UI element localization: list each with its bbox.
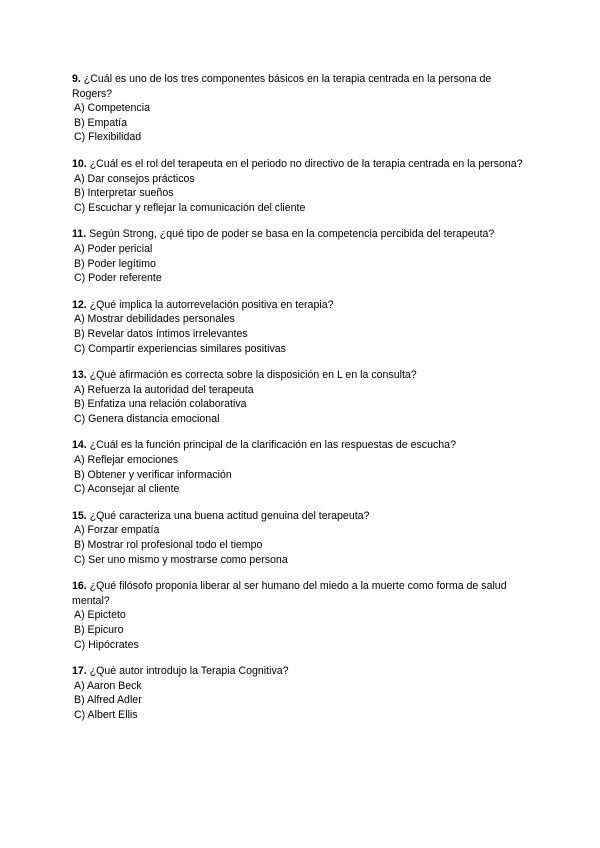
answer-option-c: C) Poder referente [74,272,162,285]
question-16 [72,579,534,652]
question-number: 14. [72,439,87,452]
answer-option-a: A) Epicteto [74,609,126,622]
question-stem [72,509,534,524]
question-stem [72,72,534,101]
question-text: ¿Cuál es la función principal de la clarificación en las respuestas de escucha? [89,439,456,452]
question-number: 13. [72,369,87,382]
answer-option-a: A) Poder pericial [74,242,153,255]
answer-option-b: B) Poder legítimo [74,257,156,270]
question-list [72,72,534,735]
question-number: 10. [72,157,87,170]
question-number: 9. [72,73,81,85]
question-13 [72,368,534,426]
question-text: ¿Qué afirmación es correcta sobre la disposición en L en la consulta? [89,369,417,382]
question-text: ¿Qué autor introdujo la Terapia Cognitiva? [89,665,289,678]
question-15 [72,509,534,567]
answer-option-c: C) Albert Ellis [74,708,138,721]
question-number: 15. [72,509,87,522]
answer-option-b: B) Empatía [74,116,127,129]
answer-option-c: C) Hipócrates [74,638,139,651]
answer-option-c: C) Aconsejar al cliente [74,483,180,496]
answer-option-a: A) Reflejar emociones [74,454,179,467]
question-text: Según Strong, ¿qué tipo de poder se basa en la competencia percibida del terapeuta? [89,228,495,241]
answer-option-c: C) Compartir experiencias similares positivas [74,342,286,355]
question-12 [72,298,534,356]
question-14 [72,438,534,496]
question-stem [72,227,534,242]
question-stem [72,664,534,679]
question-text: ¿Qué caracteriza una buena actitud genuina del terapeuta? [89,509,370,522]
answer-option-a: A) Refuerza la autoridad del terapeuta [74,383,254,396]
answer-option-c: C) Escuchar y reflejar la comunicación del cliente [74,201,306,214]
answer-option-a: A) Aaron Beck [74,679,142,692]
answer-option-c: C) Flexibilidad [74,131,142,144]
answer-option-a: A) Dar consejos prácticos [74,172,195,185]
question-17 [72,664,534,722]
answer-option-a: A) Competencia [74,102,150,115]
answer-option-a: A) Forzar empatía [74,524,160,537]
question-stem [72,579,534,608]
question-text: ¿Qué implica la autorrevelación positiva en terapia? [89,298,334,311]
question-stem [72,298,534,313]
answer-option-a: A) Mostrar debilidades personales [74,313,235,326]
question-10 [72,157,534,215]
answer-option-c: C) Ser uno mismo y mostrarse como persona [74,553,288,566]
answer-option-b: B) Epicuro [74,624,124,636]
answer-option-b: B) Revelar datos íntimos irrelevantes [74,327,248,340]
answer-option-b: B) Alfred Adler [74,694,142,707]
answer-option-b: B) Obtener y verificar información [74,468,232,481]
question-text: ¿Qué filósofo proponía liberar al ser humano del miedo a la muerte como forma de salud mental? [72,580,507,607]
question-stem [72,438,534,453]
answer-option-b: B) Mostrar rol profesional todo el tiempo [74,539,263,552]
question-number: 11. [72,228,87,241]
question-stem [72,157,534,172]
question-text: ¿Cuál es uno de los tres componentes básicos en la terapia centrada en la persona de Rogers? [72,73,492,100]
answer-option-c: C) Genera distancia emocional [74,412,220,425]
question-9 [72,72,534,145]
question-number: 16. [72,580,87,593]
question-11 [72,227,534,285]
question-number: 17. [72,665,87,678]
question-text: ¿Cuál es el rol del terapeuta en el periodo no directivo de la terapia centrada en la persona? [89,157,523,170]
question-number: 12. [72,298,87,311]
question-stem [72,368,534,383]
answer-option-b: B) Enfatiza una relación colaborativa [74,398,247,411]
answer-option-b: B) Interpretar sueños [74,187,174,200]
